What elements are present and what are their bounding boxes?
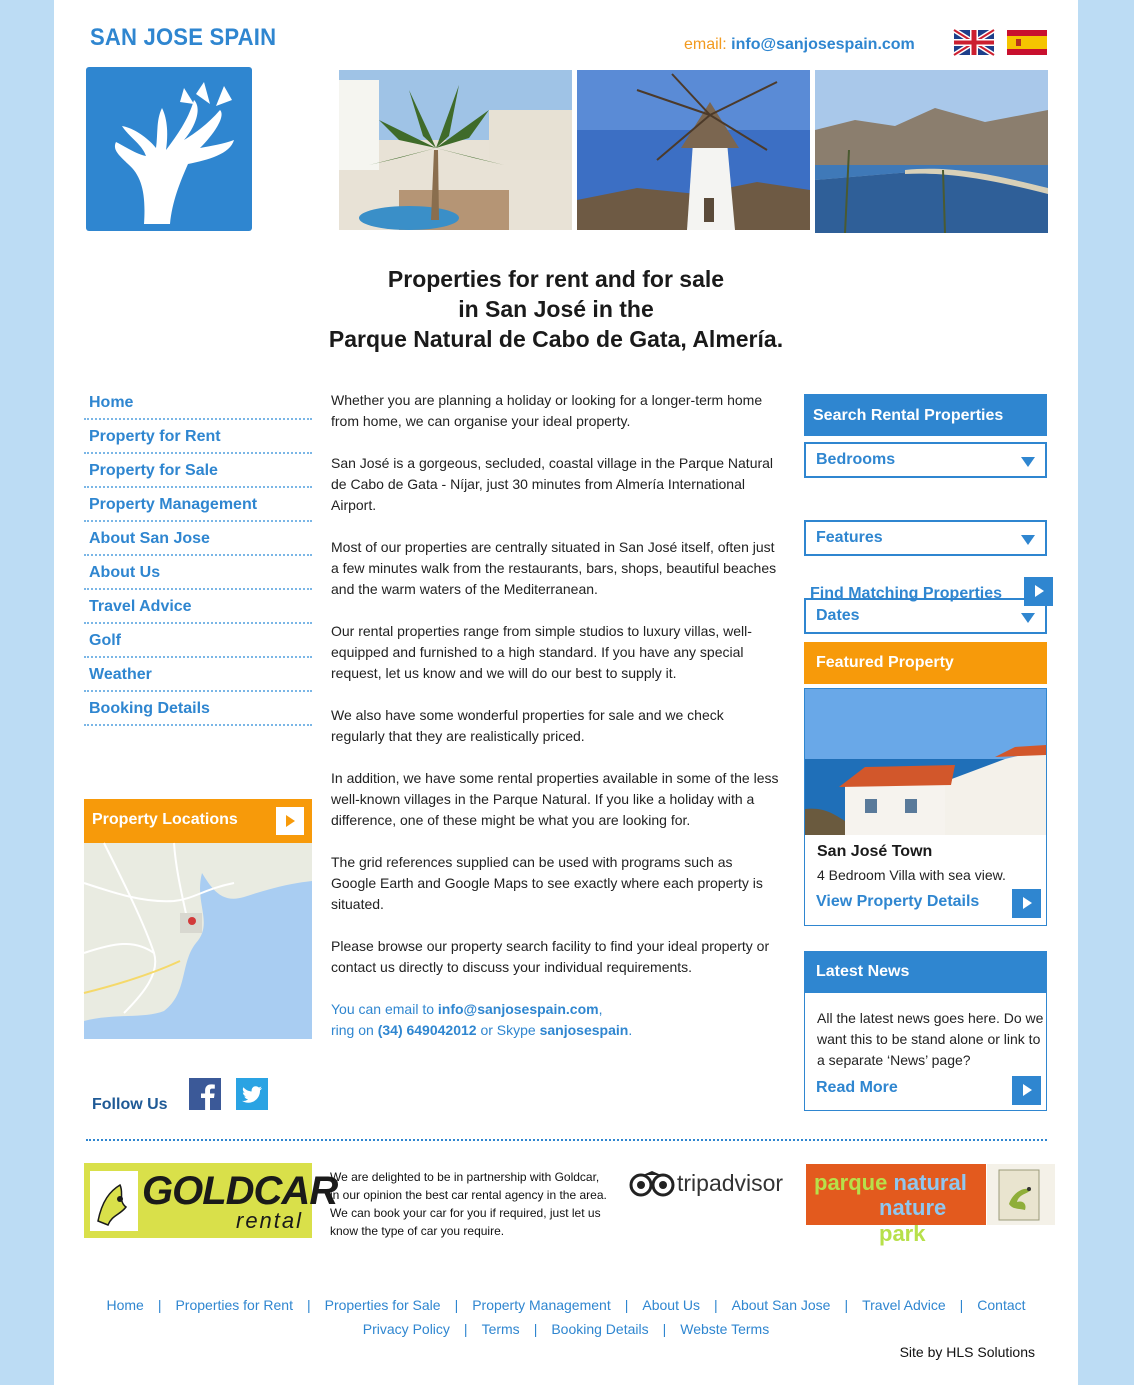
bedrooms-dropdown[interactable] (804, 442, 1047, 478)
nav-item-home[interactable]: Home (84, 388, 312, 420)
property-locations-map[interactable] (84, 843, 312, 1039)
play-arrow-icon[interactable] (1012, 1076, 1041, 1105)
featured-property-name: San José Town (817, 843, 933, 860)
footer-separator: | (463, 1321, 468, 1337)
intro-paragraph-2: San José is a gorgeous, secluded, coastal village in the Parque Natural de Cabo de Gata - Níjar, just 30 minutes from Almería International Airport. (331, 455, 774, 513)
partnership-text: We are delighted to be in partnership with Goldcar, in our opinion the best car rental agency in the area. We can book your car for you if required, just let us know the type of car you require. (330, 1170, 607, 1238)
footer-link-travel-advice[interactable]: Travel Advice (862, 1297, 946, 1313)
contact-end: . (628, 1022, 633, 1038)
header-photo-palm (339, 70, 572, 230)
contact-email-prefix: You can email to (331, 1001, 438, 1017)
latest-news-header: Latest News (804, 951, 1047, 993)
footer-link-about-us[interactable]: About Us (642, 1297, 700, 1313)
nature-word: nature (879, 1195, 947, 1220)
follow-us-label: Follow Us (92, 1096, 168, 1113)
intro-paragraph-6: In addition, we have some rental properties available in some of the less well-known villages in the Parque Natural. If you like a holiday with a difference, one of these might be what you are looking for. (331, 770, 779, 828)
parque-line-2 (879, 1195, 986, 1247)
goldcar-wordmark: GOLDCAR (142, 1169, 338, 1213)
contact-ring-prefix: ring on (331, 1022, 378, 1038)
footer-link-website-terms[interactable]: Webste Terms (680, 1321, 770, 1337)
dates-dropdown-label: Dates (816, 607, 860, 624)
footer-link-property-management[interactable]: Property Management (472, 1297, 611, 1313)
brand-name[interactable]: SAN JOSE SPAIN (90, 24, 277, 51)
nav-item-weather[interactable]: Weather (84, 660, 312, 692)
nav-item-travel-advice[interactable]: Travel Advice (84, 592, 312, 624)
property-locations-title: Property Locations (92, 811, 238, 828)
footer-row-1 (54, 1293, 1078, 1317)
contact-skype[interactable]: sanjosespain (539, 1022, 629, 1038)
footer-link-privacy-policy[interactable]: Privacy Policy (362, 1321, 450, 1337)
tripadvisor-wordmark: tripadvisor (677, 1170, 784, 1196)
featured-property-header: Featured Property (804, 642, 1047, 684)
footer-separator: | (157, 1297, 162, 1313)
headline-line-2: in San José in the (458, 296, 654, 322)
footer-separator: | (844, 1297, 849, 1313)
lizard-emblem-icon[interactable] (987, 1164, 1055, 1225)
features-dropdown[interactable] (804, 520, 1047, 556)
play-arrow-icon[interactable] (276, 807, 304, 835)
facebook-icon[interactable] (189, 1078, 221, 1110)
contact-phone: (34) 649042012 (377, 1022, 477, 1038)
footer-link-properties-for-sale[interactable]: Properties for Sale (324, 1297, 441, 1313)
contact-email-suffix: , (598, 1001, 603, 1017)
intro-paragraph-8: Please browse our property search facility to find your ideal property or contact us directly to discuss your individual requirements. (331, 938, 770, 975)
main-content (331, 390, 781, 1041)
featured-property-description: 4 Bedroom Villa with sea view. (817, 867, 1006, 883)
featured-property-card (804, 688, 1047, 926)
footer-separator: | (533, 1321, 538, 1337)
property-locations-panel (84, 799, 312, 1039)
contact-email-link[interactable]: info@sanjosespain.com (437, 1001, 599, 1017)
section-divider (86, 1139, 1047, 1141)
contact-skype-prefix: or Skype (476, 1022, 540, 1038)
find-matching-properties-link[interactable] (804, 576, 1053, 606)
nav-item-booking-details[interactable]: Booking Details (84, 694, 312, 726)
footer-link-properties-for-rent[interactable]: Properties for Rent (175, 1297, 293, 1313)
flag-spain-icon[interactable] (1007, 30, 1047, 55)
nav-item-property-for-rent[interactable]: Property for Rent (84, 422, 312, 454)
footer-link-booking-details[interactable]: Booking Details (551, 1321, 649, 1337)
sidebar-nav (84, 388, 312, 728)
footer-nav (54, 1293, 1078, 1341)
intro-paragraph-5: We also have some wonderful properties for sale and we check regularly that they are realistically priced. (331, 707, 724, 744)
contact-info (331, 999, 781, 1041)
chevron-down-icon (1021, 457, 1035, 467)
parque-word: parque (814, 1170, 888, 1195)
footer-link-terms[interactable]: Terms (481, 1321, 520, 1337)
nav-item-property-for-sale[interactable]: Property for Sale (84, 456, 312, 488)
twitter-icon[interactable] (236, 1078, 268, 1110)
search-rental-header: Search Rental Properties (804, 394, 1047, 436)
bedrooms-dropdown-label: Bedrooms (816, 451, 896, 468)
site-logo[interactable] (84, 64, 256, 234)
page-headline (54, 264, 1058, 354)
footer-row-2 (54, 1317, 1078, 1341)
footer-link-home[interactable]: Home (106, 1297, 144, 1313)
play-arrow-icon[interactable] (1024, 577, 1053, 606)
tripadvisor-logo[interactable] (629, 1168, 794, 1202)
chevron-down-icon (1021, 613, 1035, 623)
nav-item-golf[interactable]: Golf (84, 626, 312, 658)
latest-news-card (804, 993, 1047, 1111)
footer-separator: | (306, 1297, 311, 1313)
read-more-link[interactable]: Read More (816, 1079, 898, 1096)
footer-separator: | (662, 1321, 667, 1337)
intro-paragraph-3: Most of our properties are centrally situated in San José itself, often just a few minutes walk from the restaurants, bars, shops, beautiful beaches and the warm waters of the Mediterranean. (331, 539, 777, 597)
latest-news-text: All the latest news goes here. Do we want this to be stand alone or link to a separate ‘News’ page? (817, 1010, 1044, 1068)
play-arrow-icon[interactable] (1012, 889, 1041, 918)
intro-paragraph-4: Our rental properties range from simple studios to luxury villas, well-equipped and furnished to a high standard. If you have any special request, let us know and we will do our best to supply it. (331, 623, 752, 681)
flag-uk-icon[interactable] (954, 30, 994, 55)
goldcar-subtitle: rental (236, 1208, 304, 1233)
featured-property-image[interactable] (805, 689, 1046, 835)
parque-line-1 (814, 1170, 967, 1196)
chevron-down-icon (1021, 535, 1035, 545)
email-label: email: (684, 36, 727, 53)
property-locations-header[interactable] (84, 799, 312, 843)
nav-item-property-management[interactable]: Property Management (84, 490, 312, 522)
email-link[interactable]: info@sanjosespain.com (731, 36, 915, 53)
footer-separator: | (959, 1297, 964, 1313)
footer-link-contact[interactable]: Contact (977, 1297, 1026, 1313)
natural-word: natural (893, 1170, 967, 1195)
nav-item-about-us[interactable]: About Us (84, 558, 312, 590)
park-word: park (879, 1221, 926, 1246)
features-dropdown-label: Features (816, 529, 883, 546)
view-property-details-link[interactable]: View Property Details (816, 893, 980, 910)
page (54, 0, 1078, 1385)
goldcar-logo[interactable] (84, 1163, 338, 1238)
footer-separator: | (624, 1297, 629, 1313)
site-credit[interactable]: Site by HLS Solutions (899, 1344, 1035, 1360)
parque-natural-logo[interactable] (806, 1164, 986, 1246)
header-photo-windmill (577, 70, 810, 230)
intro-paragraph-1: Whether you are planning a holiday or looking for a longer-term home from home, we can organise your ideal property. (331, 392, 763, 429)
footer-link-about-san-jose[interactable]: About San Jose (731, 1297, 831, 1313)
headline-line-3: Parque Natural de Cabo de Gata, Almería. (328, 326, 784, 352)
header-photo-bay (815, 70, 1048, 233)
header-email[interactable] (684, 36, 915, 54)
footer-separator: | (454, 1297, 459, 1313)
intro-paragraph-7: The grid references supplied can be used with programs such as Google Earth and Google Maps to see exactly where each property is situated. (331, 854, 763, 912)
footer-separator: | (713, 1297, 718, 1313)
find-matching-label: Find Matching Properties (810, 585, 1003, 602)
headline-line-1: Properties for rent and for sale (387, 266, 725, 292)
nav-item-about-san-jose[interactable]: About San Jose (84, 524, 312, 556)
